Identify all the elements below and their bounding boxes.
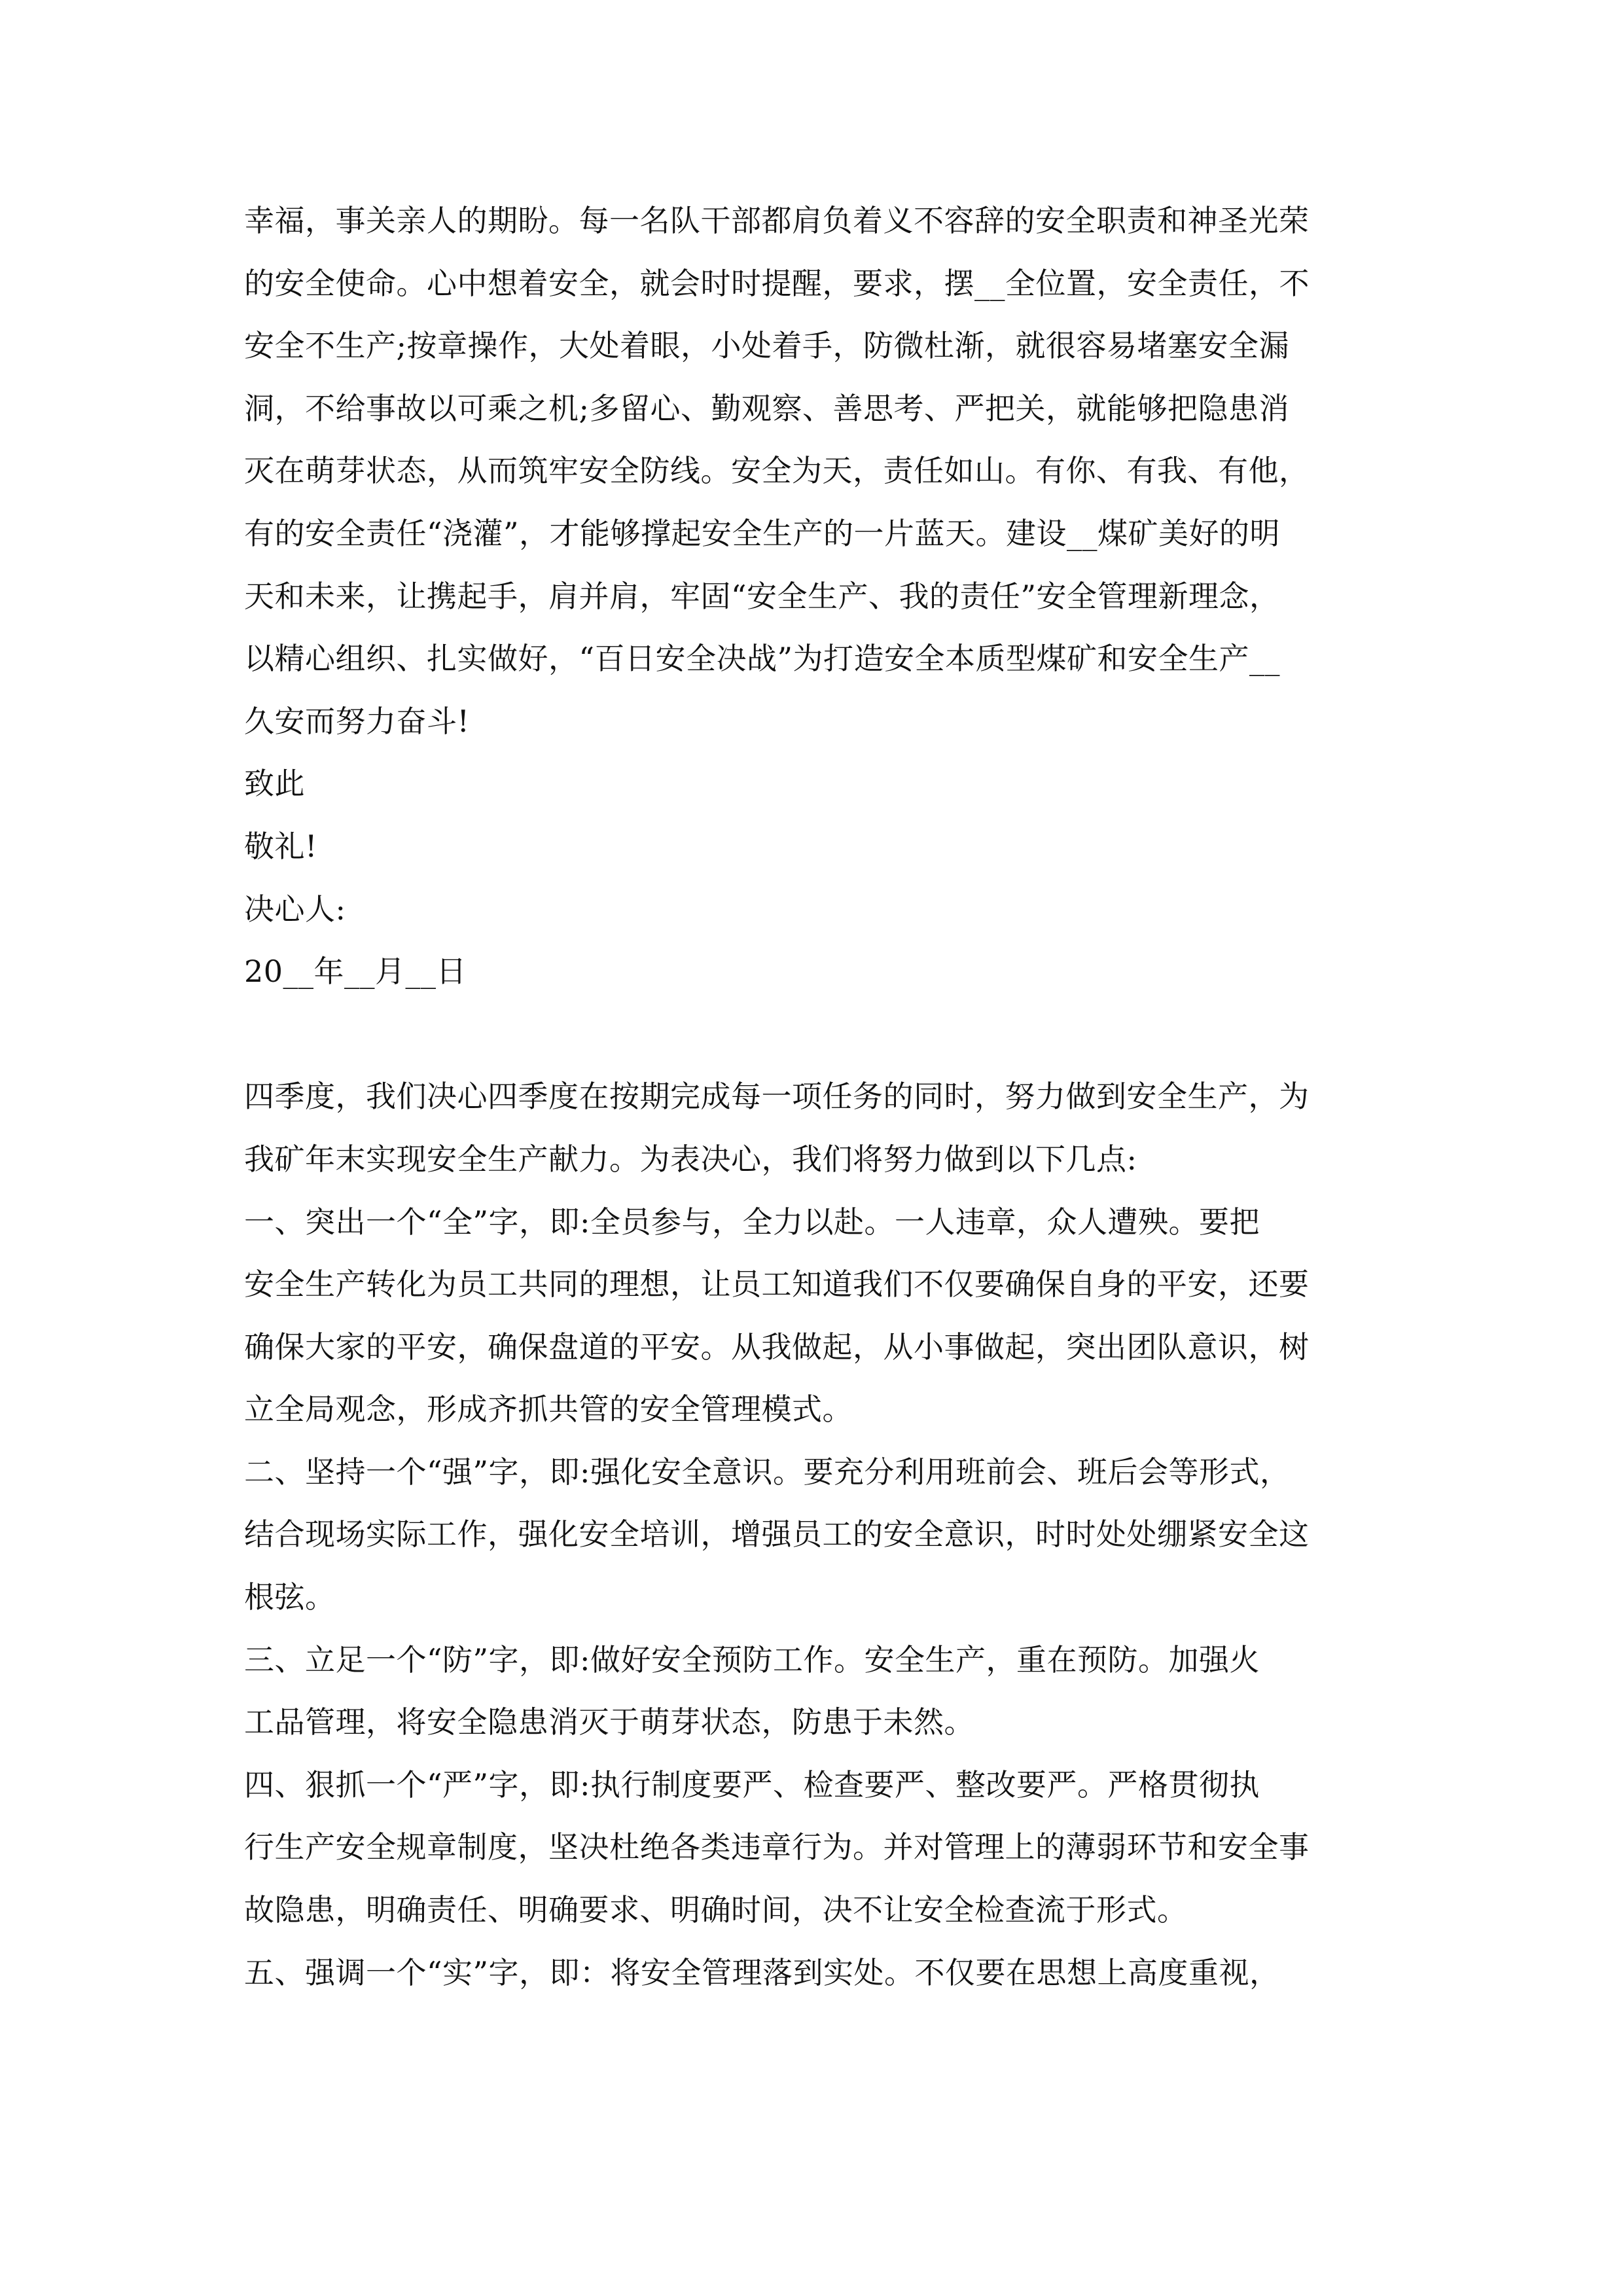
text-line: 洞，不给事故以可乘之机;多留心、勤观察、善思考、严把关，就能够把隐患消: [244, 390, 1289, 426]
document-body: [244, 190, 1402, 2004]
pledge-section: [244, 1066, 1402, 2004]
text-line: 灭在萌芽状态，从而筑牢安全防线。安全为天，责任如山。有你、有我、有他，: [244, 453, 1310, 489]
closing-signer: 决心人:: [244, 891, 346, 927]
text-line: 工品管理，将安全隐患消灭于萌芽状态，防患于未然。: [244, 1704, 974, 1740]
text-line: 安全生产转化为员工共同的理想，让员工知道我们不仅要确保自身的平安，还要: [244, 1266, 1310, 1302]
text-line: 四季度，我们决心四季度在按期完成每一项任务的同时，努力做到安全生产，为: [244, 1079, 1310, 1115]
closing-salutation: 致此: [244, 766, 305, 802]
text-line: 故隐患，明确责任、明确要求、明确时间，决不让安全检查流于形式。: [244, 1892, 1188, 1928]
closing-regards: 敬礼!: [244, 828, 317, 864]
text-line: 天和未来，让携起手，肩并肩，牢固“安全生产、我的责任”安全管理新理念，: [244, 578, 1280, 614]
letter-closing: [244, 753, 1402, 1003]
text-line: 一、突出一个“全”字，即:全员参与，全力以赴。一人违章，众人遭殃。要把: [244, 1204, 1260, 1240]
text-line: 三、立足一个“防”字，即:做好安全预防工作。安全生产，重在预防。加强火: [244, 1641, 1260, 1677]
text-line: 行生产安全规章制度，坚决杜绝各类违章行为。并对管理上的薄弱环节和安全事: [244, 1829, 1310, 1865]
text-line: 四、狠抓一个“严”字，即:执行制度要严、检查要严、整改要严。严格贯彻执: [244, 1767, 1260, 1803]
text-line: 幸福，事关亲人的期盼。每一名队干部都肩负着义不容辞的安全职责和神圣光荣: [244, 203, 1310, 238]
section-spacer: [244, 1003, 1402, 1066]
text-line: 有的安全责任“浇灌”，才能够撑起安全生产的一片蓝天。建设__煤矿美好的明: [244, 515, 1281, 551]
text-line: 确保大家的平安，确保盘道的平安。从我做起，从小事做起，突出团队意识，树: [244, 1329, 1310, 1365]
text-line: 结合现场实际工作，强化安全培训，增强员工的安全意识，时时处处绷紧安全这: [244, 1516, 1310, 1552]
text-line: 安全不生产;按章操作，大处着眼，小处着手，防微杜渐，就很容易堵塞安全漏: [244, 328, 1289, 364]
text-line: 二、坚持一个“强”字，即:强化安全意识。要充分利用班前会、班后会等形式，: [244, 1454, 1291, 1490]
text-line: 我矿年末实现安全生产献力。为表决心，我们将努力做到以下几点:: [244, 1141, 1137, 1177]
letter-paragraph: [244, 190, 1402, 753]
text-line: 久安而努力奋斗!: [244, 703, 470, 739]
closing-date: 20__年__月__日: [244, 954, 467, 990]
text-line: 根弦。: [244, 1579, 336, 1615]
text-line: 的安全使命。心中想着安全，就会时时提醒，要求，摆__全位置，安全责任，不: [244, 265, 1310, 301]
text-line: 五、强调一个“实”字，即：将安全管理落到实处。不仅要在思想上高度重视，: [244, 1954, 1280, 1990]
text-line: 以精心组织、扎实做好，“百日安全决战”为打造安全本质型煤矿和安全生产__: [244, 641, 1281, 677]
text-line: 立全局观念，形成齐抓共管的安全管理模式。: [244, 1391, 853, 1427]
